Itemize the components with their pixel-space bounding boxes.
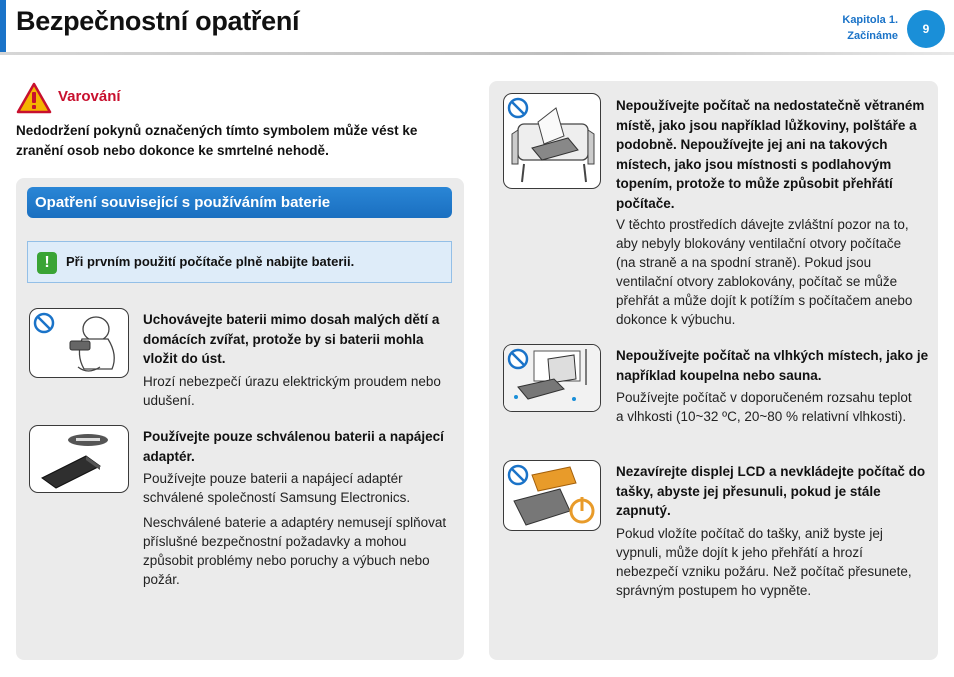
laptop-bag-power-icon xyxy=(504,461,600,530)
item-battery-children-title: Uchovávejte baterii mimo dosah malých dětí a domácích zvířat, protože by si baterii mohla vložit do úst. xyxy=(143,312,440,366)
battery-illustration xyxy=(29,425,129,493)
page-title: Bezpečnostní opatření xyxy=(16,6,300,36)
item-approved-battery-text2: Neschválené baterie a adaptéry nemusejí splňovat příslušné bezpečnostní požadavky a mohou způsobit problémy nebo poruchy a výbuch nebo požár. xyxy=(143,515,447,587)
baby-illustration xyxy=(29,308,129,378)
battery-icon xyxy=(30,426,128,492)
item-ventilation-text: V těchto prostředích dávejte zvláštní pozor na to, aby nebyly blokovány ventilační otvory počítače (na straně a na spodní straně). Pokud jsou ventilační otvory zablokovány, počítač se může přehřát a může dojít k potížím s počítačem anebo dokonce k výbuchu. xyxy=(616,217,913,327)
chapter-number: Kapitola 1. xyxy=(842,14,898,26)
chapter-name: Začínáme xyxy=(847,30,898,42)
item-bag-text: Pokud vložíte počítač do tašky, aniž byste jej vypnuli, může dojít k jeho přehřátí a hrozí nebezpečí vzniku požáru. Než počítač přesunete, správným postupem ho vypněte. xyxy=(616,526,912,598)
item-approved-battery-title: Používejte pouze schválenou baterii a napájecí adaptér. xyxy=(143,429,444,464)
item-ventilation-title: Nepoužívejte počítač na nedostatečně větraném místě, jako jsou například lůžkoviny, polštáře a podobně. Nepoužívejte jej ani na takových místech, jako jsou místnosti s podlahovým topením, protože to může způsobit přehřátí počítače. xyxy=(616,98,925,211)
laptop-on-sofa-icon xyxy=(504,94,600,188)
chapter-label xyxy=(842,12,898,44)
laptop-bathroom-icon xyxy=(504,345,600,411)
item-humidity-text: Používejte počítač v doporučeném rozsahu teplot a vlhkosti (10~32 ºC, 20~80 % relativní vlhkosti). xyxy=(616,390,912,424)
exclamation-icon: ! xyxy=(37,252,57,274)
item-bag-title: Nezavírejte displej LCD a nevkládejte počítač do tašky, abyste jej přesunuli, pokud je stále zapnutý. xyxy=(616,464,926,518)
section-title: Opatření související s používáním baterie xyxy=(27,187,452,218)
note-text: Při prvním použití počítače plně nabijte baterii. xyxy=(66,254,355,269)
page-number-badge: 9 xyxy=(907,10,945,48)
bag-illustration xyxy=(503,460,601,531)
header-divider xyxy=(0,52,954,55)
item-humidity-title: Nepoužívejte počítač na vlhkých místech, jako je například koupelna nebo sauna. xyxy=(616,348,929,383)
item-approved-battery-text1: Používejte pouze baterii a napájecí adaptér schválené společností Samsung Electronics. xyxy=(143,471,411,505)
bathroom-illustration xyxy=(503,344,601,412)
baby-battery-icon xyxy=(30,309,128,377)
note-box xyxy=(27,241,452,283)
warning-title: Varování xyxy=(58,88,121,105)
warning-text: Nedodržení pokynů označených tímto symbolem může vést ke zranění osob nebo dokonce ke smrtelné nehodě. xyxy=(16,123,418,158)
header-accent-bar xyxy=(0,0,6,52)
sofa-illustration xyxy=(503,93,601,189)
item-battery-children-text: Hrozí nebezpečí úrazu elektrickým proudem nebo udušení. xyxy=(143,374,441,408)
warning-triangle-icon xyxy=(16,82,52,114)
